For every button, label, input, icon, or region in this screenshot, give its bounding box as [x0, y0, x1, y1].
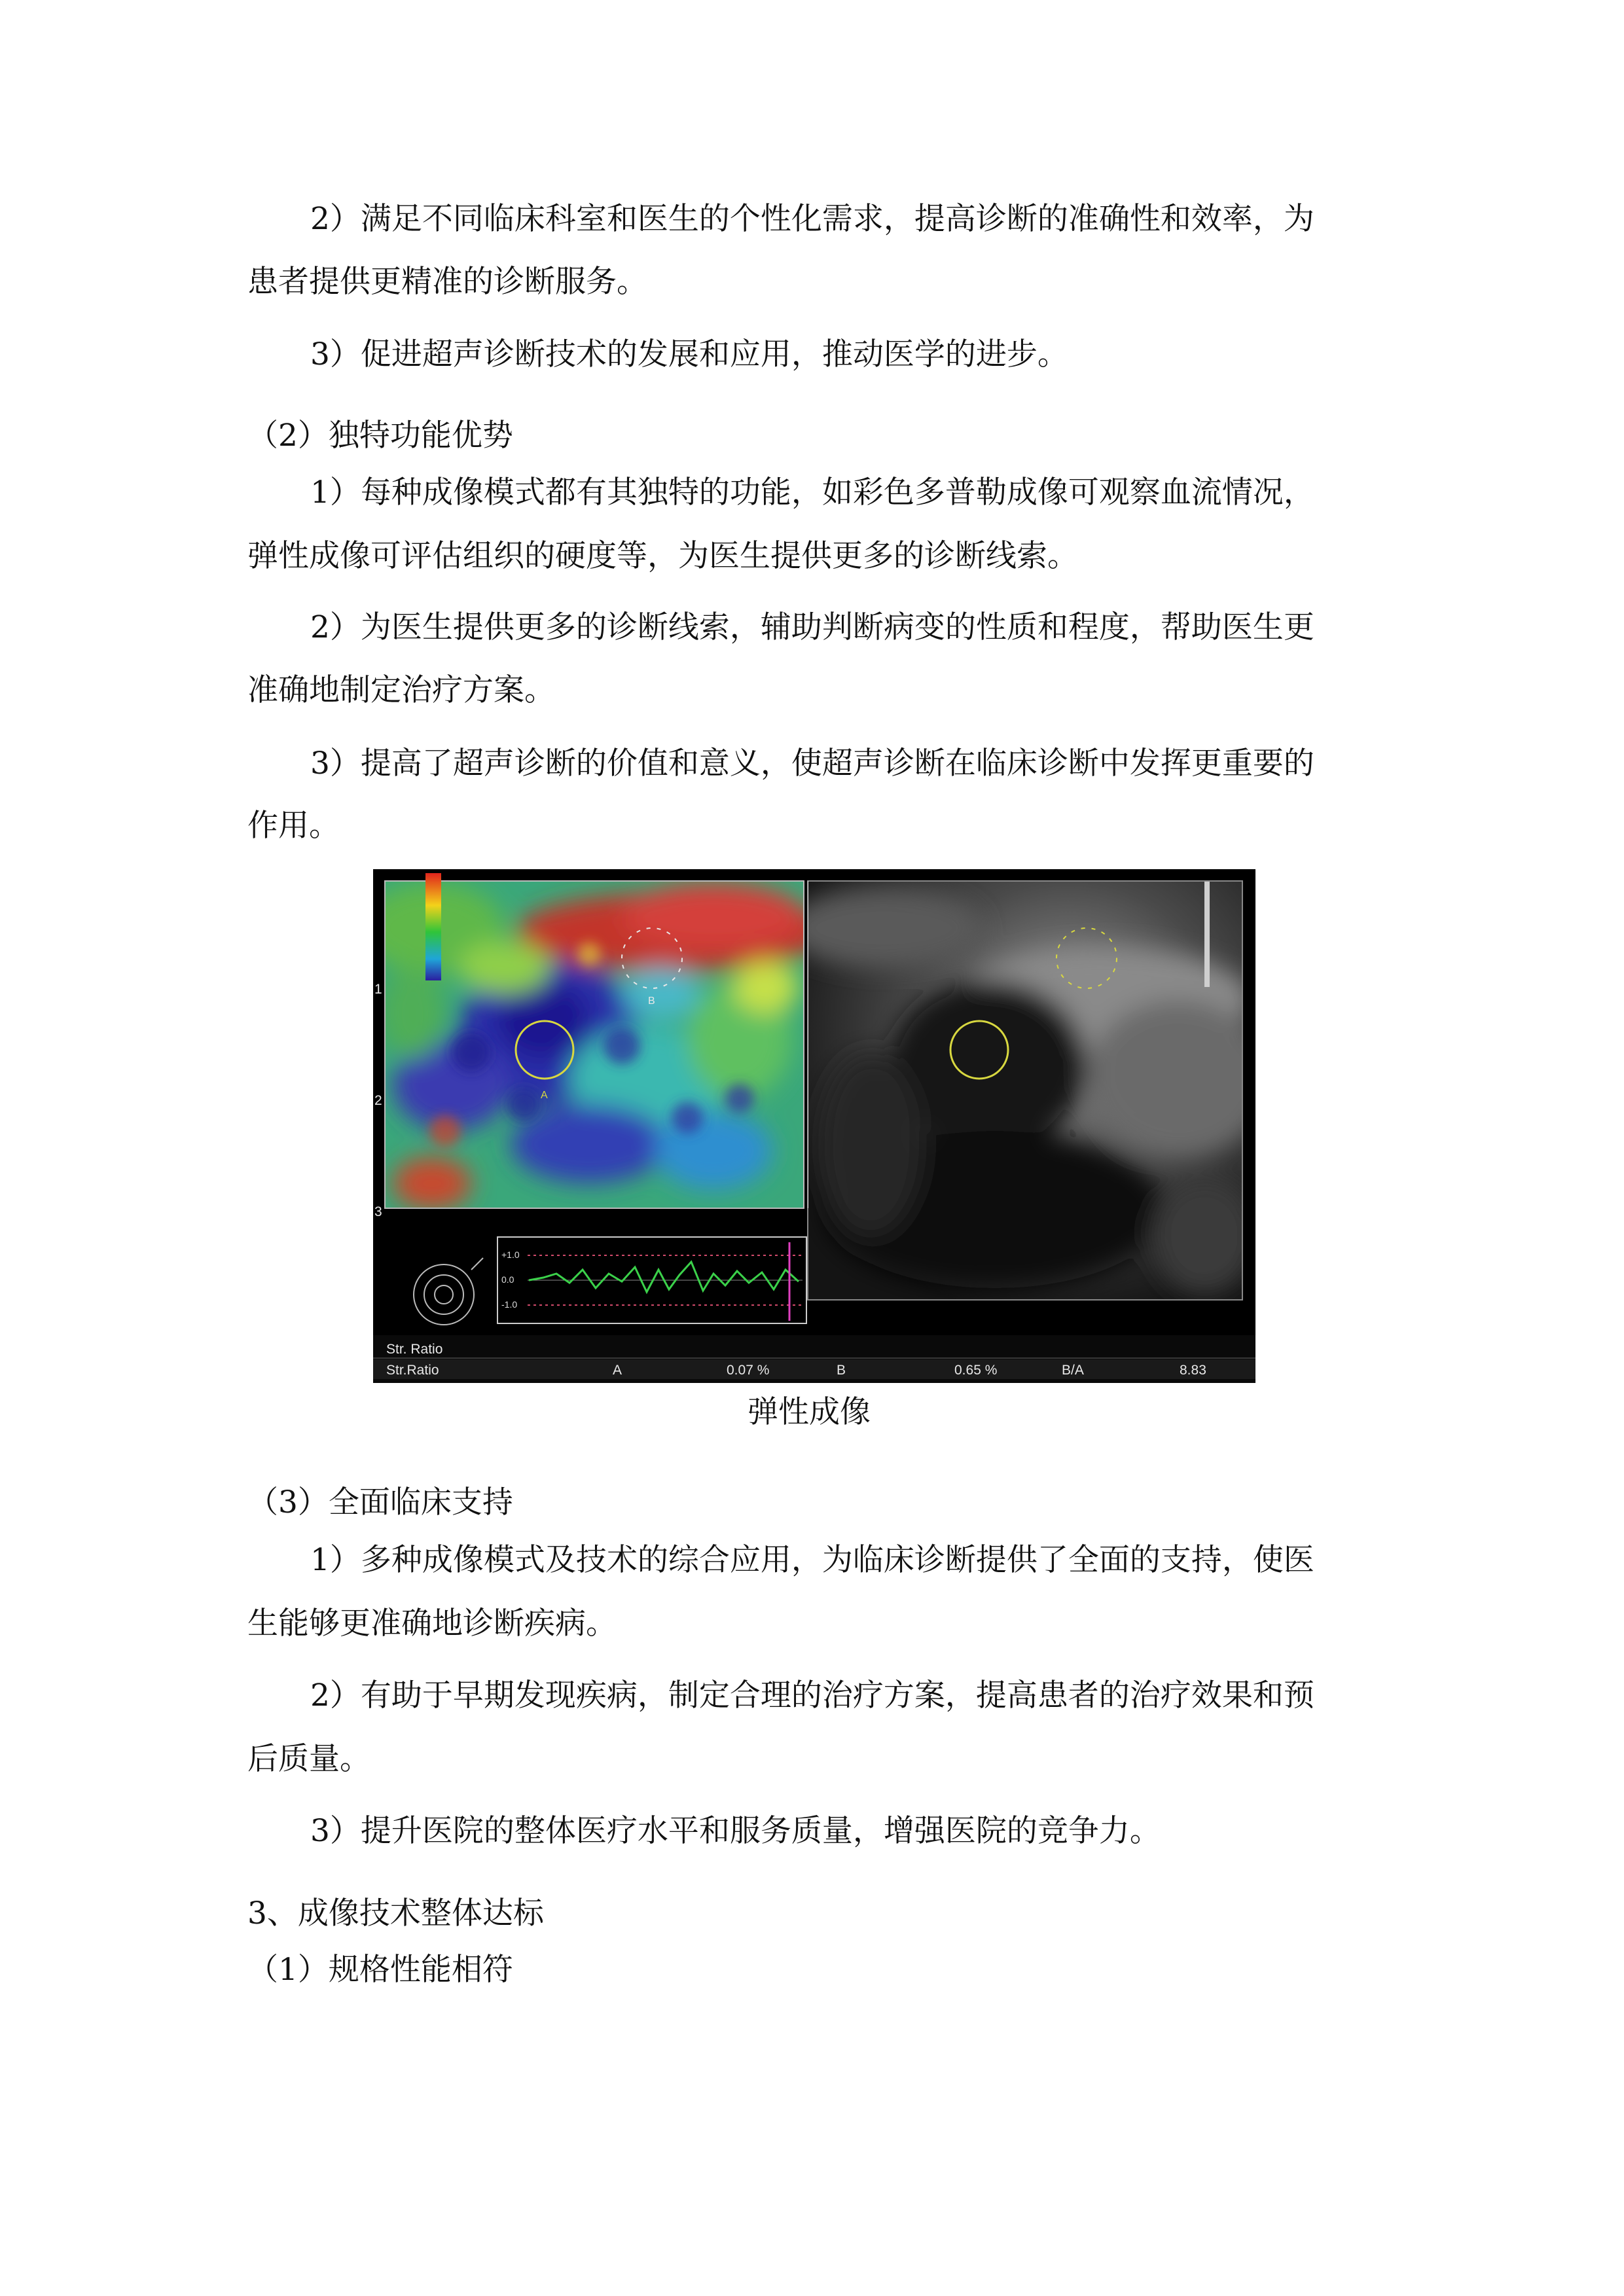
ratio-ba-value: 8.83	[1180, 1363, 1206, 1378]
paragraph-line: 后质量。	[247, 1741, 370, 1777]
status-bar	[373, 1335, 1255, 1383]
ratio-ba-label: B/A	[1062, 1363, 1084, 1378]
probe-orientation-icon	[414, 1258, 483, 1325]
section-heading: 3、成像技术整体达标	[247, 1895, 544, 1931]
depth-tick: 1	[374, 982, 382, 997]
status-label: Str. Ratio	[386, 1342, 443, 1357]
status-label: Str.Ratio	[386, 1363, 439, 1378]
roi-label-a: A	[541, 1090, 548, 1101]
paragraph-line: 1）每种成像模式都有其独特的功能，如彩色多普勒成像可观察血流情况，	[310, 475, 1314, 511]
graph-tick: 0.0	[501, 1274, 514, 1285]
paragraph-line: 患者提供更精准的诊断服务。	[247, 264, 647, 300]
section-heading: （2）独特功能优势	[247, 418, 513, 454]
paragraph-line: 生能够更准确地诊断疾病。	[247, 1605, 617, 1641]
depth-tick: 2	[374, 1093, 382, 1108]
paragraph-line: 弹性成像可评估组织的硬度等，为医生提供更多的诊断线索。	[247, 538, 1078, 574]
graph-tick: -1.0	[501, 1299, 518, 1310]
paragraph-line: 2）为医生提供更多的诊断线索，辅助判断病变的性质和程度，帮助医生更	[310, 609, 1314, 645]
elastography-figure	[373, 869, 1255, 1383]
paragraph-line: 3）提升医院的整体医疗水平和服务质量，增强医院的竞争力。	[310, 1813, 1161, 1849]
graph-tick: +1.0	[501, 1249, 520, 1260]
depth-tick: 3	[374, 1204, 382, 1219]
ratio-a-label: A	[613, 1363, 623, 1378]
figure-caption: 弹性成像	[748, 1394, 871, 1430]
paragraph-line: 2）满足不同临床科室和医生的个性化需求，提高诊断的准确性和效率，为	[310, 201, 1314, 237]
section-heading: （1）规格性能相符	[247, 1952, 513, 1988]
roi-label-b: B	[648, 996, 655, 1007]
paragraph-line: 作用。	[247, 808, 340, 844]
color-scale-bar	[425, 873, 441, 980]
section-heading: （3）全面临床支持	[247, 1484, 513, 1520]
ratio-a-value: 0.07 %	[727, 1363, 770, 1378]
paragraph-line: 1）多种成像模式及技术的综合应用，为临床诊断提供了全面的支持，使医	[310, 1542, 1314, 1578]
paragraph-line: 3）提高了超声诊断的价值和意义，使超声诊断在临床诊断中发挥更重要的	[310, 745, 1314, 781]
elasticity-color-map	[373, 881, 831, 1210]
bmode-ultrasound	[785, 876, 1255, 1300]
paragraph-line: 2）有助于早期发现疾病，制定合理的治疗方案，提高患者的治疗效果和预	[310, 1677, 1314, 1713]
elastography-image	[373, 869, 1255, 1383]
ratio-b-label: B	[837, 1363, 846, 1378]
paragraph-line: 准确地制定治疗方案。	[247, 672, 555, 708]
ratio-b-value: 0.65 %	[954, 1363, 998, 1378]
paragraph-line: 3）促进超声诊断技术的发展和应用，推动医学的进步。	[310, 336, 1068, 372]
strain-graph	[497, 1237, 806, 1323]
